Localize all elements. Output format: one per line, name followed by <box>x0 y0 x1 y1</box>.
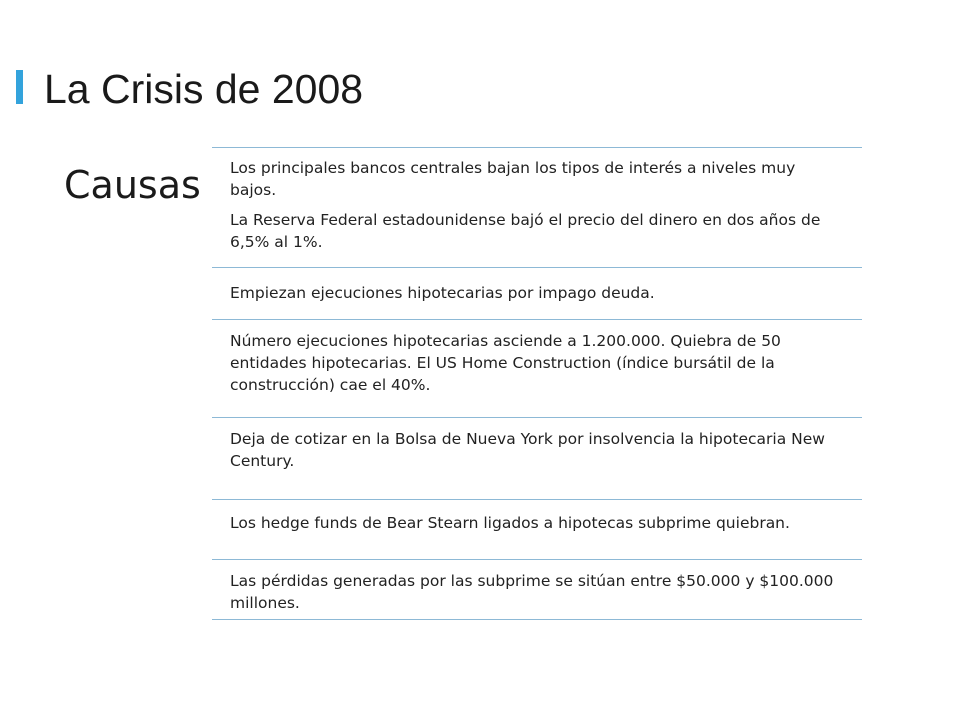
slide-title: La Crisis de 2008 <box>44 66 364 112</box>
cause-text: Las pérdidas generadas por las subprime se sitúan entre $50.000 y $100.000 millones. <box>230 572 834 612</box>
cause-row <box>212 560 862 620</box>
cause-text: Número ejecuciones hipotecarias asciende a 1.200.000. Quiebra de 50 entidades hipotecarias. El US Home Construction (índice bursátil de la construcción) cae el 40%. <box>230 332 781 394</box>
cause-row <box>212 148 862 268</box>
cause-text: Deja de cotizar en la Bolsa de Nueva York por insolvencia la hipotecaria New Century. <box>230 430 825 470</box>
cause-row <box>212 500 862 560</box>
cause-row <box>212 268 862 320</box>
title-accent-bar <box>16 70 23 104</box>
cause-text: Los principales bancos centrales bajan los tipos de interés a niveles muy bajos. <box>230 159 796 199</box>
cause-text: La Reserva Federal estadounidense bajó el precio del dinero en dos años de 6,5% al 1%. <box>230 211 821 251</box>
section-label: Causas <box>64 163 201 207</box>
cause-text: Los hedge funds de Bear Stearn ligados a hipotecas subprime quiebran. <box>230 514 790 532</box>
cause-row <box>212 320 862 418</box>
causes-list <box>212 147 862 620</box>
cause-row <box>212 418 862 500</box>
cause-text: Empiezan ejecuciones hipotecarias por impago deuda. <box>230 284 655 302</box>
